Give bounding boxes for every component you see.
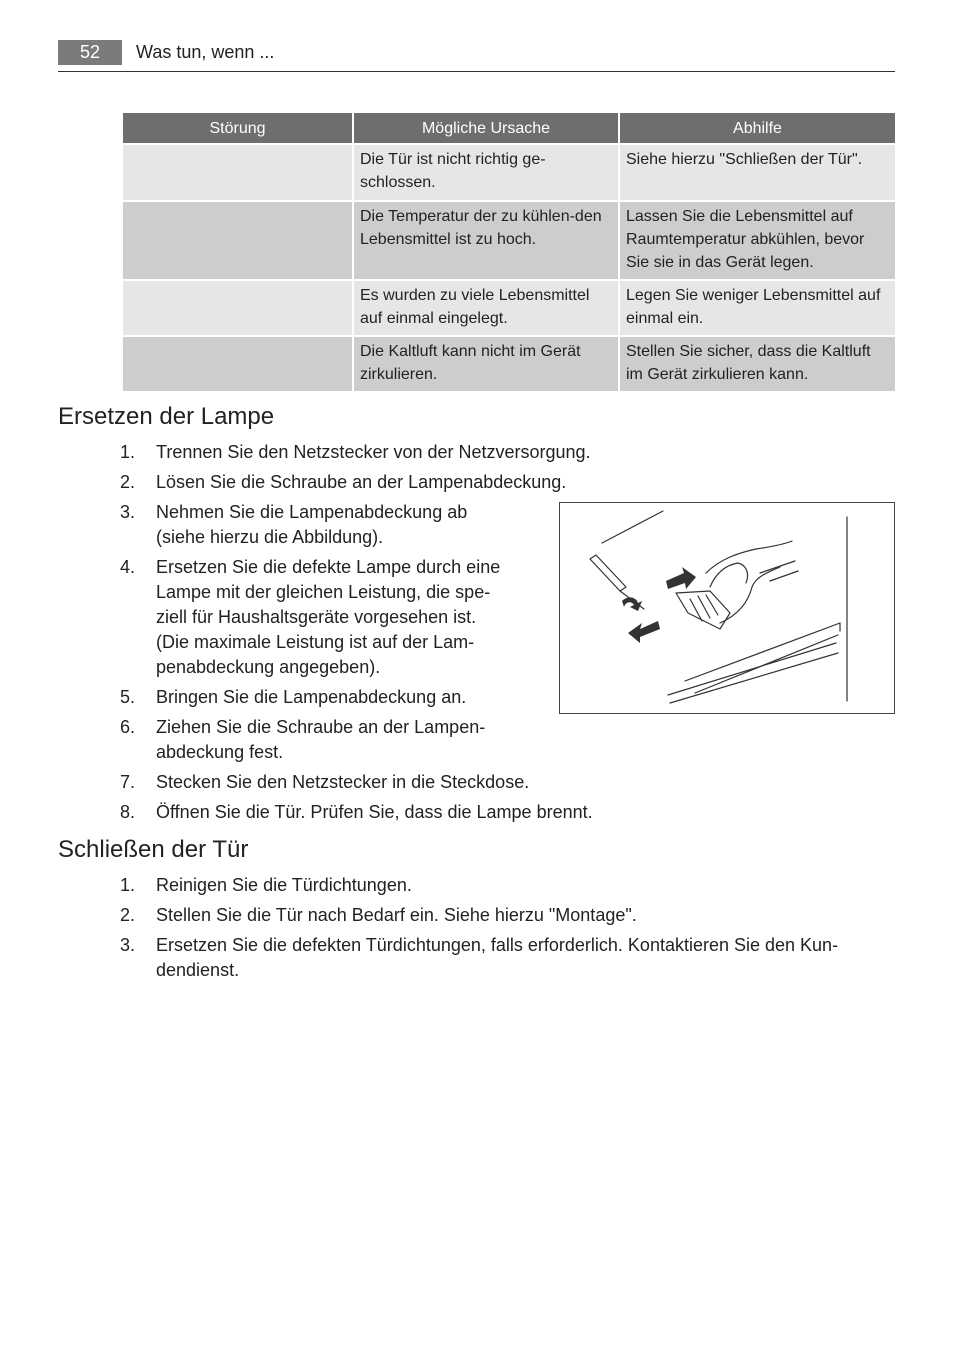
cell-stoerung — [123, 337, 352, 391]
list-item — [120, 555, 512, 680]
step-number: 5. — [120, 687, 136, 707]
table-row — [123, 145, 895, 200]
step-number: 3. — [120, 935, 136, 955]
step-number: 8. — [120, 802, 136, 822]
step-text: Nehmen Sie die Lampenabdeckung ab (siehe hierzu die Abbildung). — [156, 502, 468, 547]
step-text: Bringen Sie die Lampenabdeckung an. — [156, 687, 467, 707]
step-number: 3. — [120, 502, 136, 522]
list-item — [120, 800, 626, 825]
troubleshooting-table — [121, 111, 897, 393]
step-text: Öffnen Sie die Tür. Prüfen Sie, dass die Lampe brennt. — [156, 802, 593, 822]
step-text: Ersetzen Sie die defekte Lampe durch eine Lampe mit der gleichen Leistung, die spe-ziell für Haushaltsgeräte vorgesehen ist. (Die maximale Leistung ist auf der Lam-penabdeckung angegeben). — [156, 557, 501, 677]
list-item — [120, 903, 880, 928]
cell-abhilfe: Legen Sie weniger Lebensmittel auf einmal ein. — [620, 281, 895, 335]
list-item — [120, 933, 880, 983]
step-number: 2. — [120, 905, 136, 925]
step-number: 2. — [120, 472, 136, 492]
column-header-abhilfe: Abhilfe — [620, 113, 895, 143]
step-text: Ziehen Sie die Schraube an der Lampen-abdeckung fest. — [156, 717, 486, 762]
list-item — [120, 715, 512, 765]
step-number: 4. — [120, 557, 136, 577]
table-row — [123, 337, 895, 391]
table-row — [123, 281, 895, 335]
cell-ursache: Die Kaltluft kann nicht im Gerät zirkulieren. — [354, 337, 618, 391]
cell-stoerung — [123, 202, 352, 279]
cell-ursache: Die Tür ist nicht richtig ge-schlossen. — [354, 145, 618, 200]
chapter-title: Was tun, wenn ... — [136, 42, 275, 62]
column-header-stoerung: Störung — [123, 113, 352, 143]
cell-abhilfe: Stellen Sie sicher, dass die Kaltluft im Gerät zirkulieren kann. — [620, 337, 895, 391]
step-number: 1. — [120, 442, 136, 462]
lamp-steps-list — [120, 440, 600, 830]
lamp-cover-illustration — [559, 502, 895, 714]
cell-stoerung — [123, 145, 352, 200]
list-item — [120, 770, 626, 795]
table-row — [123, 202, 895, 279]
section-title-door: Schließen der Tür — [58, 836, 249, 863]
step-text: Stecken Sie den Netzstecker in die Steckdose. — [156, 772, 530, 792]
page-number: 52 — [58, 40, 122, 65]
step-text: Trennen Sie den Netzstecker von der Netzversorgung. — [156, 442, 591, 462]
column-header-ursache: Mögliche Ursache — [354, 113, 618, 143]
list-item — [120, 440, 626, 465]
section-title-lamp: Ersetzen der Lampe — [58, 403, 275, 430]
list-item — [120, 873, 880, 898]
page-header — [58, 40, 895, 72]
step-number: 7. — [120, 772, 136, 792]
step-number: 1. — [120, 875, 136, 895]
step-text: Stellen Sie die Tür nach Bedarf ein. Siehe hierzu "Montage". — [156, 905, 637, 925]
lamp-replacement-drawing — [560, 503, 894, 713]
cell-ursache: Es wurden zu viele Lebensmittel auf einmal eingelegt. — [354, 281, 618, 335]
list-item — [120, 500, 512, 550]
list-item — [120, 685, 512, 710]
cell-stoerung — [123, 281, 352, 335]
step-text: Lösen Sie die Schraube an der Lampenabdeckung. — [156, 472, 567, 492]
cell-ursache: Die Temperatur der zu kühlen-den Lebensmittel ist zu hoch. — [354, 202, 618, 279]
cell-abhilfe: Lassen Sie die Lebensmittel auf Raumtemperatur abkühlen, bevor Sie sie in das Gerät legen. — [620, 202, 895, 279]
table-header-row — [123, 113, 895, 143]
door-steps-list — [120, 873, 880, 988]
step-text: Reinigen Sie die Türdichtungen. — [156, 875, 412, 895]
step-number: 6. — [120, 717, 136, 737]
step-text: Ersetzen Sie die defekten Türdichtungen, falls erforderlich. Kontaktieren Sie den Kun-dendienst. — [156, 935, 839, 980]
list-item — [120, 470, 626, 495]
cell-abhilfe: Siehe hierzu "Schließen der Tür". — [620, 145, 895, 200]
